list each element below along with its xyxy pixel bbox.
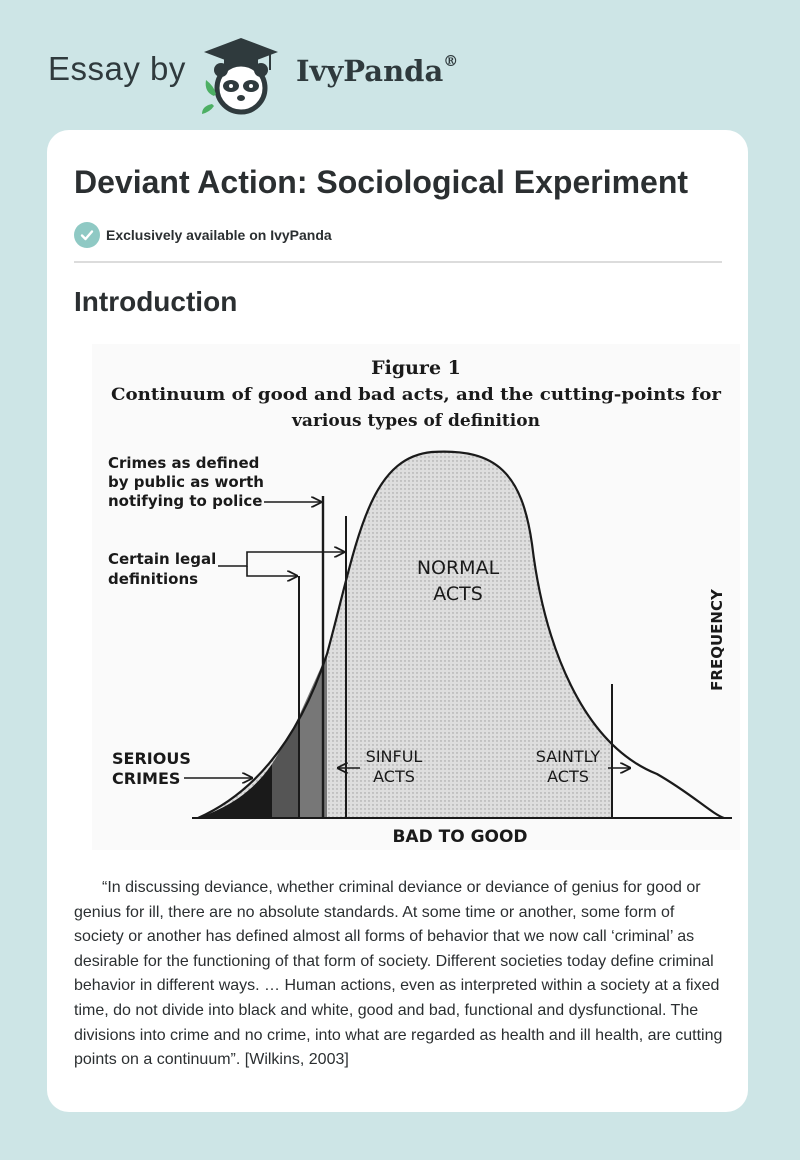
check-icon	[74, 222, 100, 248]
wilkins-quote: “In discussing deviance, whether criminal deviance or deviance of genius for good or genius for ill, there are no absolute standards. At some time or another, some form of society or another has defined almost all forms of behavior that we now call ‘criminal’ as desirable for the functioning of that form of society. Different societies today define criminal behavior in different ways. … Human actions, even as interpreted within a society at a fixed time, do not divide into black and white, good and bad, functional and dysfunctional. The divisions into crime and no crime, into what are regarded as health and ill health, are cutting points on a continuum”. [Wilkins, 2003]	[74, 879, 723, 1069]
label-legal-1: Certain legal	[108, 550, 217, 568]
exclusive-label: Exclusively available on IvyPanda	[106, 227, 332, 243]
label-crimes-public-2: by public as worth	[108, 473, 264, 491]
label-crimes-public-3: notifying to police	[108, 492, 263, 510]
label-saintly-2: ACTS	[547, 767, 589, 786]
label-legal-2: definitions	[108, 570, 199, 588]
label-frequency: FREQUENCY	[708, 589, 726, 691]
label-saintly-1: SAINTLY	[535, 747, 601, 766]
panda-logo-icon[interactable]	[200, 36, 282, 116]
site-header	[48, 28, 508, 118]
label-serious-2: CRIMES	[112, 769, 181, 788]
figure-heading: Figure 1	[371, 357, 461, 379]
label-normal-2: ACTS	[433, 583, 483, 605]
figure-continuum	[92, 344, 740, 850]
label-crimes-public-1: Crimes as defined	[108, 454, 260, 472]
label-bad-to-good: BAD TO GOOD	[392, 827, 528, 847]
section-heading: Introduction	[74, 286, 238, 317]
label-sinful-1: SINFUL	[365, 747, 423, 766]
brand-prefix: Essay by	[48, 50, 186, 87]
figure-caption-line2: various types of definition	[292, 411, 540, 431]
brand-name: IvyPanda®	[296, 52, 459, 88]
figure-caption-line1: Continuum of good and bad acts, and the cutting-points for	[111, 385, 723, 405]
divider	[74, 261, 722, 263]
bracket-legal-lower	[247, 566, 297, 576]
article-card	[47, 130, 748, 1112]
legal-definition-region	[272, 716, 299, 818]
page-title: Deviant Action: Sociological Experiment	[74, 164, 689, 200]
bracket-legal	[218, 552, 344, 566]
label-normal-1: NORMAL	[416, 557, 500, 579]
label-sinful-2: ACTS	[373, 767, 415, 786]
label-serious-1: SERIOUS	[112, 749, 191, 768]
exclusive-badge	[74, 222, 332, 248]
